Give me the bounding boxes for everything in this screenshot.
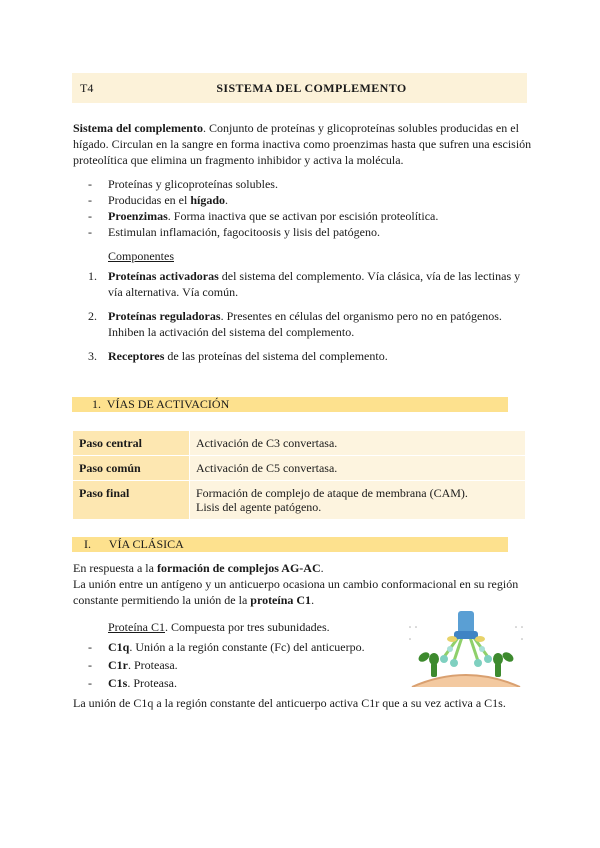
antibody-left-shape: [417, 650, 439, 677]
table-cell-key: Paso común: [73, 456, 190, 481]
list-item: - C1s. Proteasa.: [88, 676, 177, 690]
list-item: - Proenzimas. Forma inactiva que se activan por escisión proteolítica.: [88, 209, 439, 223]
list-item: - Proteínas y glicoproteínas solubles.: [88, 177, 278, 191]
table-row: [73, 456, 526, 481]
list-item: - C1q. Unión a la región constante (Fc) del anticuerpo.: [88, 640, 365, 654]
list-item: - C1r. Proteasa.: [88, 658, 178, 672]
final-paragraph: La unión de C1q a la región constante del anticuerpo activa C1r que a su vez activa a C1s.: [73, 696, 506, 710]
list-item: - Producidas en el hígado.: [88, 193, 228, 207]
intro-paragraph: [73, 120, 533, 168]
title-bar: [72, 73, 527, 103]
antibody-right-shape: [493, 650, 515, 677]
table-cell-key: Paso final: [73, 481, 190, 520]
section-heading-activation: 1. VÍAS DE ACTIVACIÓN: [72, 397, 508, 412]
table-cell-value: Activación de C3 convertasa.: [190, 431, 526, 456]
components-heading: Componentes: [108, 249, 174, 263]
table-cell-value: Activación de C5 convertasa.: [190, 456, 526, 481]
page-title: SISTEMA DEL COMPLEMENTO: [216, 81, 407, 95]
table-cell-value: Formación de complejo de ataque de membrana (CAM). Lisis del agente patógeno.: [190, 481, 526, 520]
features-list: [88, 176, 528, 240]
intro-term: Sistema del complemento: [73, 121, 203, 135]
c1-complex-illustration: [402, 605, 530, 687]
table-cell-key: Paso central: [73, 431, 190, 456]
topic-code: T4: [80, 81, 94, 95]
table-row: [73, 431, 526, 456]
intro-text: . Conjunto de proteínas y glicoproteínas solubles producidas en el hígado. Circulan en la sangre en forma inactiva como proenzimas hasta que sufren una escisión proteolítica que elimina un fragmento inhibidor y activa la molécula.: [73, 121, 532, 167]
activation-steps-table: [72, 430, 526, 520]
list-item: 3. Receptores de las proteínas del sistema del complemento.: [88, 349, 388, 363]
components-list: [88, 268, 533, 372]
classic-paragraph: En respuesta a la formación de complejos AG-AC. La unión entre un antígeno y un anticuerpo ocasiona un cambio conformacional en su región constante permitiendo la unión de la proteína C1.: [73, 561, 519, 607]
table-row: [73, 481, 526, 520]
section-heading-classic: I. VÍA CLÁSICA: [72, 537, 508, 552]
c1q-heads-shape: [440, 646, 492, 667]
c1-subunits-list: [88, 638, 388, 692]
c1-heading: Proteína C1. Compuesta por tres subunidades.: [108, 620, 330, 634]
list-item: 2. Proteínas reguladoras. Presentes en células del organismo pero no en patógenos. Inhiben la activación del sistema del complemento.: [88, 309, 502, 339]
list-item: 1. Proteínas activadoras del sistema del complemento. Vía clásica, vía de las lectinas y vía alternativa. Vía común.: [88, 269, 521, 299]
list-item: - Estimulan inflamación, fagocitoosis y lisis del patógeno.: [88, 225, 380, 239]
